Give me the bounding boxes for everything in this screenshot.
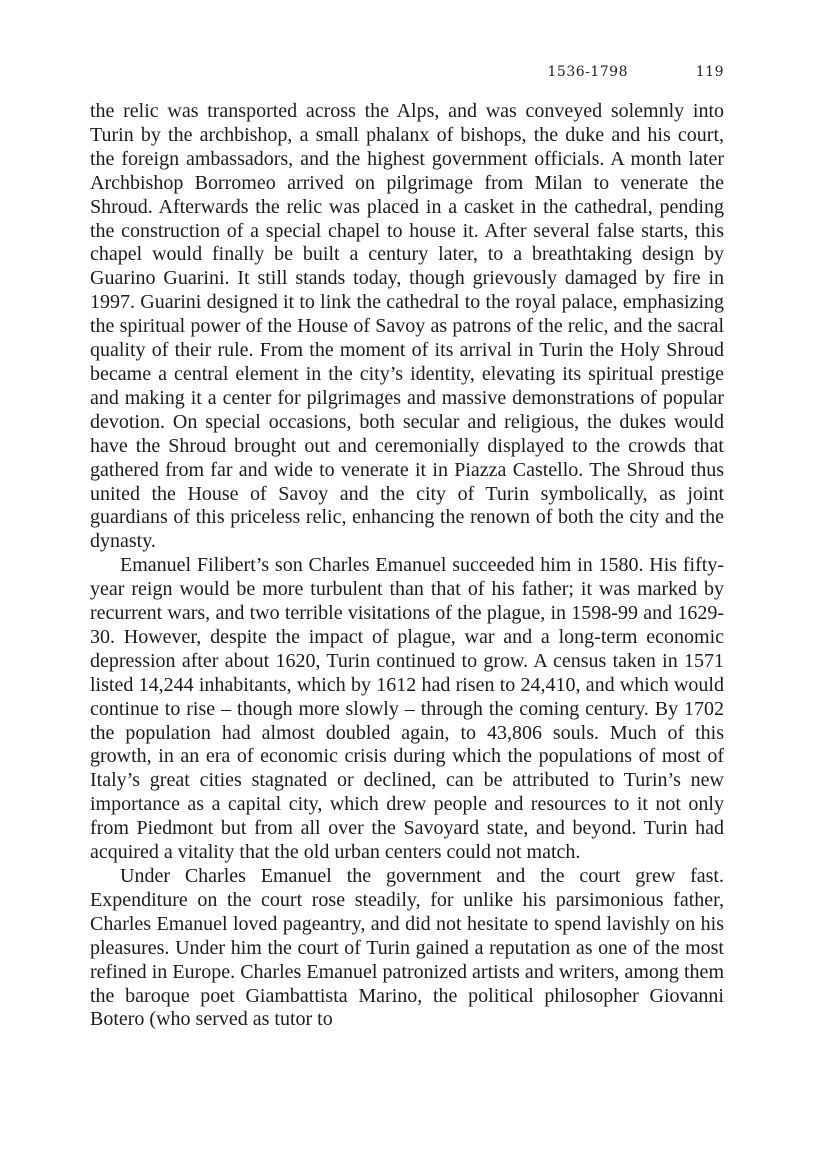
paragraph-continued: the relic was transported across the Alps, and was conveyed solemnly into Turin by the archbishop, a small phalanx of bishops, the duke and his court, the foreign ambassadors, and the highest government officials. A month later Archbishop Borromeo arrived on pilgrimage from Milan to venerate the Shroud. Afterwards the relic was placed in a casket in the cathedral, pending the construction of a special chapel to house it. After several false starts, this chapel would finally be built a century later, to a breathtaking design by Guarino Guarini. It still stands today, though grievously damaged by fire in 1997. Guarini designed it to link the cathedral to the royal palace, emphasizing the spiritual power of the House of Savoy as patrons of the relic, and the sacral quality of their rule. From the moment of its arrival in Turin the Holy Shroud became a central element in the city’s identity, elevating its spiritual prestige and making it a center for pilgrimages and massive demonstrations of popular devotion. On special occasions, both secular and religious, the dukes would have the Shroud brought out and ceremonially displayed to the crowds that gathered from far and wide to venerate it in Piazza Castello. The Shroud thus united the House of Savoy and the city of Turin symbolically, as joint guardians of this priceless relic, enhancing the renown of both the city and the dynasty. (90, 100, 724, 553)
body-text (90, 100, 724, 1032)
running-head-date-range: 1536-1798 (547, 64, 628, 80)
running-head (90, 64, 724, 86)
page-number: 119 (695, 64, 724, 80)
paragraph: Under Charles Emanuel the government and the court grew fast. Expenditure on the court rose steadily, for unlike his parsimonious father, Charles Emanuel loved pageantry, and did not hesitate to spend lavishly on his pleasures. Under him the court of Turin gained a reputation as one of the most refined in Europe. Charles Emanuel patronized artists and writers, among them the baroque poet Giambattista Marino, the political philosopher Giovanni Botero (who served as tutor to (90, 865, 724, 1031)
paragraph: Emanuel Filibert’s son Charles Emanuel succeeded him in 1580. His fifty-year reign would be more turbulent than that of his father; it was marked by recurrent wars, and two terrible visitations of the plague, in 1598-99 and 1629-30. However, despite the impact of plague, war and a long-term economic depression after about 1620, Turin continued to grow. A census taken in 1571 listed 14,244 inhabitants, which by 1612 had risen to 24,410, and which would continue to rise – though more slowly – through the coming century. By 1702 the population had almost doubled again, to 43,806 souls. Much of this growth, in an era of economic crisis during which the populations of most of Italy’s great cities stagnated or declined, can be attributed to Turin’s new importance as a capital city, which drew people and resources to it not only from Piedmont but from all over the Savoyard state, and beyond. Turin had acquired a vitality that the old urban centers could not match. (90, 554, 724, 864)
